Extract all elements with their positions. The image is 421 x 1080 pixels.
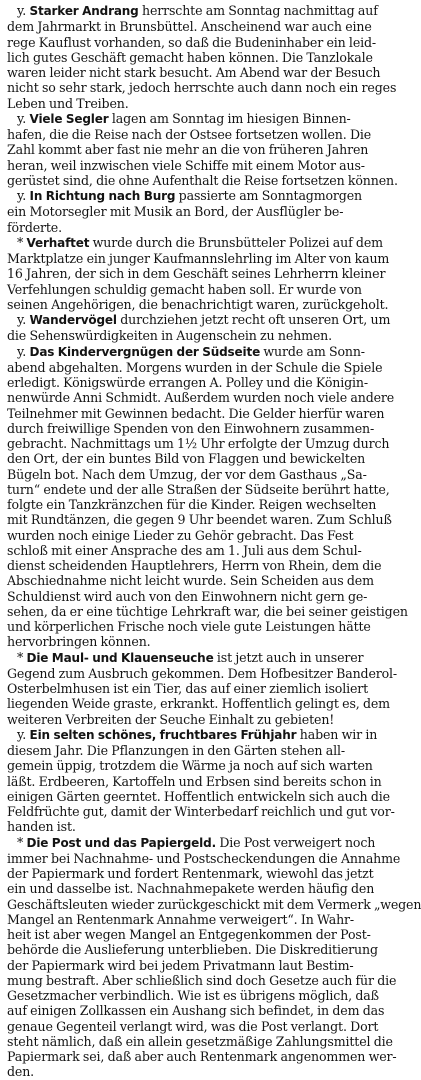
article-starker-andrang xyxy=(7,3,397,111)
article-marker: y. xyxy=(17,726,27,742)
article-wandervoegel xyxy=(7,312,393,344)
article-line: Feldfrüchte gut, damit der Winterbedarf reichlich und gut vor- xyxy=(7,804,395,819)
article-headline: In Richtung nach Burg xyxy=(29,189,176,203)
article-line: heit ist aber wegen Mangel an Entgegenkommen der Post- xyxy=(7,927,371,942)
article-fruehjahr xyxy=(7,727,393,835)
article-line: Verfehlungen schuldig gemacht haben soll. Er wurde von xyxy=(7,281,362,297)
article-first-line xyxy=(7,235,393,251)
article-first-line xyxy=(7,650,393,666)
article-marker: y. xyxy=(17,188,27,203)
article-line: abend abgehalten. Morgens wurden in der Schule die Spiele xyxy=(7,359,383,375)
article-line: der Papiermark wird bei jedem Privatmann laut Bestim- xyxy=(7,957,354,973)
article-verhaftet xyxy=(7,235,393,312)
article-line: haben wir in xyxy=(296,726,378,742)
article-line: Geschäftsleuten wieder zurückgeschickt mit dem Vermerk „wegen xyxy=(7,896,421,912)
article-viele-segler xyxy=(7,110,398,188)
article-first-line xyxy=(7,3,393,19)
article-marker: y. xyxy=(17,110,27,126)
article-line: Gegend zum Ausbruch gekommen. Dem Hofbesitzer Banderol- xyxy=(7,665,398,681)
article-line: wurde am Sonn- xyxy=(260,343,365,359)
article-first-line xyxy=(7,344,393,360)
article-line: Die Post verweigert noch xyxy=(215,834,376,850)
article-line: durchziehen jetzt recht oft unseren Ort, um xyxy=(116,312,391,327)
article-line: folgte ein Tanzkränzchen für die Kinder. Reigen wechselten xyxy=(7,497,377,512)
article-line: gemein üppig, trotzdem die Wärme ja noch auf sich warten xyxy=(7,758,373,774)
article-headline: Viele Segler xyxy=(29,111,109,126)
article-line: waren leider nicht stark besucht. Am Abend war der Besuch xyxy=(7,65,381,80)
article-line: lich gutes Geschäft gemacht haben können. Die Tanzlokale xyxy=(7,49,373,65)
article-line: liegenden Weide graste, erkrankt. Hoffentlich gelingt es, dem xyxy=(7,696,390,712)
article-line: hafen, die die Reise nach der Ostsee fortsetzen wollen. Die xyxy=(7,127,372,142)
article-line: genaue Gegenteil verlangt wird, was die Post verlangt. Dort xyxy=(7,1018,379,1034)
article-line: nenwürde Anni Schmidt. Außerdem wurden noch viele andere xyxy=(7,390,395,406)
article-headline: Verhaftet xyxy=(26,235,90,250)
article-kindervergnuegen xyxy=(7,343,408,650)
article-line: sehen, da er eine tüchtige Lehrkraft war, die bei seiner geistigen xyxy=(7,603,408,619)
article-line: mit Rundtänzen, die gegen 9 Uhr beendet waren. Zum Schluß xyxy=(7,512,392,528)
article-headline: Wandervögel xyxy=(29,313,117,327)
article-marker: y. xyxy=(17,3,27,18)
article-line: gerüstet sind, die ohne Aufenthalt die Reise fortsetzen können. xyxy=(7,172,398,188)
article-marker: * xyxy=(17,834,24,850)
article-line: weiteren Verbreiten der Seuche Einhalt zu gebieten! xyxy=(7,711,335,727)
article-maul-und-klauenseuche xyxy=(7,649,398,727)
article-line: Papiermark sei, daß aber auch Rentenmark angenommen wer- xyxy=(7,1049,397,1064)
article-first-line xyxy=(7,188,393,204)
article-line: Zahl kommt aber fast nie mehr an die von früheren Jahren xyxy=(7,142,369,158)
article-line: nicht so sehr stark, jedoch herrschte auch dann noch ein reges xyxy=(7,80,397,96)
article-line: Schuldienst wird auch von den Einwohnern nicht gern ge- xyxy=(7,588,368,604)
article-line: den Ort, der ein buntes Bild von Flaggen und bewickelten xyxy=(7,451,366,467)
article-line: den. xyxy=(7,1064,35,1080)
article-first-line xyxy=(7,312,393,328)
article-marker: * xyxy=(17,649,24,665)
article-line: und körperlichen Frische noch viele gute Leistungen hätte xyxy=(7,619,371,634)
article-line: förderte. xyxy=(7,219,62,235)
article-line: Osterbelmhusen ist ein Tier, das auf einer ziemlich isoliert xyxy=(7,681,369,696)
article-line: schloß mit einer Ansprache des am 1. Juli aus dem Schul- xyxy=(7,542,362,558)
article-line: herrschte am Sonntag nachmittag auf xyxy=(138,3,378,18)
article-line: ein und dasselbe ist. Nachnahmepakete werden häufig den xyxy=(7,881,375,897)
article-line: dem Jahrmarkt in Brunsbüttel. Anscheinend war auch eine xyxy=(7,19,372,35)
article-headline: Ein selten schönes, fruchtbares Frühjahr xyxy=(29,727,297,742)
article-post-papiergeld xyxy=(7,834,421,1080)
article-line: gebracht. Nachmittags um 1½ Uhr erfolgte der Umzug durch xyxy=(7,436,390,451)
article-line: handen ist. xyxy=(7,819,76,835)
article-line: Bügeln bot. Nach dem Umzug, der vor dem Gasthaus „Sa- xyxy=(7,466,367,482)
article-line: Abschiednahme nicht leicht wurde. Sein Scheiden aus dem xyxy=(7,573,374,589)
article-line: Leben und Treiben. xyxy=(7,95,129,111)
article-line: heran, weil inzwischen viele Schiffe mit einem Motor aus- xyxy=(7,157,365,173)
article-line: dienst scheidenden Hauptlehrers, Herrn von Rhein, dem die xyxy=(7,558,382,573)
article-line: erledigt. Königswürde errangen A. Polley und die Königin- xyxy=(7,375,368,390)
article-line: Gesetzmacher verbindlich. Wie ist es übrigens möglich, daß xyxy=(7,988,379,1003)
article-line: ist jetzt auch in unserer xyxy=(213,649,364,665)
article-line: immer bei Nachnahme- und Postscheckendungen die Annahme xyxy=(7,850,401,866)
article-first-line xyxy=(7,727,393,743)
article-line: rege Kauflust vorhanden, so daß die Budeninhaber ein leid- xyxy=(7,34,377,50)
article-line: steht nämlich, daß ein allein gesetzmäßige Zahlungsmittel die xyxy=(7,1033,393,1049)
article-line: durch freiwillige Spenden von den Einwohnern zusammen- xyxy=(7,420,375,436)
article-headline: Die Maul- und Klauenseuche xyxy=(26,650,214,665)
article-line: ein Motorsegler mit Musik an Bord, der Ausflügler be- xyxy=(7,204,344,220)
article-line: 16 Jahren, der sich in dem Geschäft seines Lehrherrn kleiner xyxy=(7,266,386,282)
article-line: Teilnehmer mit Gewinnen bedacht. Die Gelder hierfür waren xyxy=(7,405,385,421)
article-line: Mangel an Rentenmark Annahme verweigert“. In Wahr- xyxy=(7,911,355,927)
article-headline: Das Kindervergnügen der Südseite xyxy=(29,344,261,359)
article-headline: Die Post und das Papiergeld. xyxy=(26,835,216,850)
article-line: behörde die Auslieferung unterblieben. Die Diskreditierung xyxy=(7,942,378,958)
article-headline: Starker Andrang xyxy=(29,4,139,18)
article-line: wurden noch einige Lieder zu Gehör gebracht. Das Fest xyxy=(7,527,354,543)
article-richtung-burg xyxy=(7,188,393,235)
article-line: läßt. Erdbeeren, Kartoffeln und Erbsen sind bereits schon in xyxy=(7,773,382,789)
article-line: Marktplatze ein junger Kaufmannslehrling im Alter von kaum xyxy=(7,251,390,266)
article-line: turn“ endete und der alle Straßen der Südseite berührt hatte, xyxy=(7,481,390,497)
article-first-line xyxy=(7,111,393,127)
article-line: mung bestraft. Aber schließlich sind doch Gesetze auch für die xyxy=(7,972,397,988)
article-line: diesem Jahr. Die Pflanzungen in den Gärten stehen all- xyxy=(7,743,345,758)
article-line: lagen am Sonntag im hiesigen Binnen- xyxy=(108,110,351,126)
article-line: auf einigen Zollkassen ein Aushang sich befindet, in dem das xyxy=(7,1003,385,1019)
article-first-line xyxy=(7,835,393,851)
article-line: die Sehenswürdigkeiten in Augenschein zu nehmen. xyxy=(7,328,332,344)
article-line: hervorbringen können. xyxy=(7,634,151,650)
article-line: seinen Angehörigen, die benachrichtigt waren, zurückgeholt. xyxy=(7,296,389,312)
article-line: passierte am Sonntagmorgen xyxy=(175,188,362,203)
article-marker: * xyxy=(17,234,24,250)
article-line: der Papiermark und fordert Rentenmark, wiewohl das jetzt xyxy=(7,866,374,881)
article-line: wurde durch die Brunsbütteler Polizei auf dem xyxy=(89,234,383,250)
article-line: einigen Gärten geerntet. Hoffentlich entwickeln sich auch die xyxy=(7,788,390,804)
article-marker: y. xyxy=(17,312,27,327)
article-marker: y. xyxy=(17,343,27,359)
